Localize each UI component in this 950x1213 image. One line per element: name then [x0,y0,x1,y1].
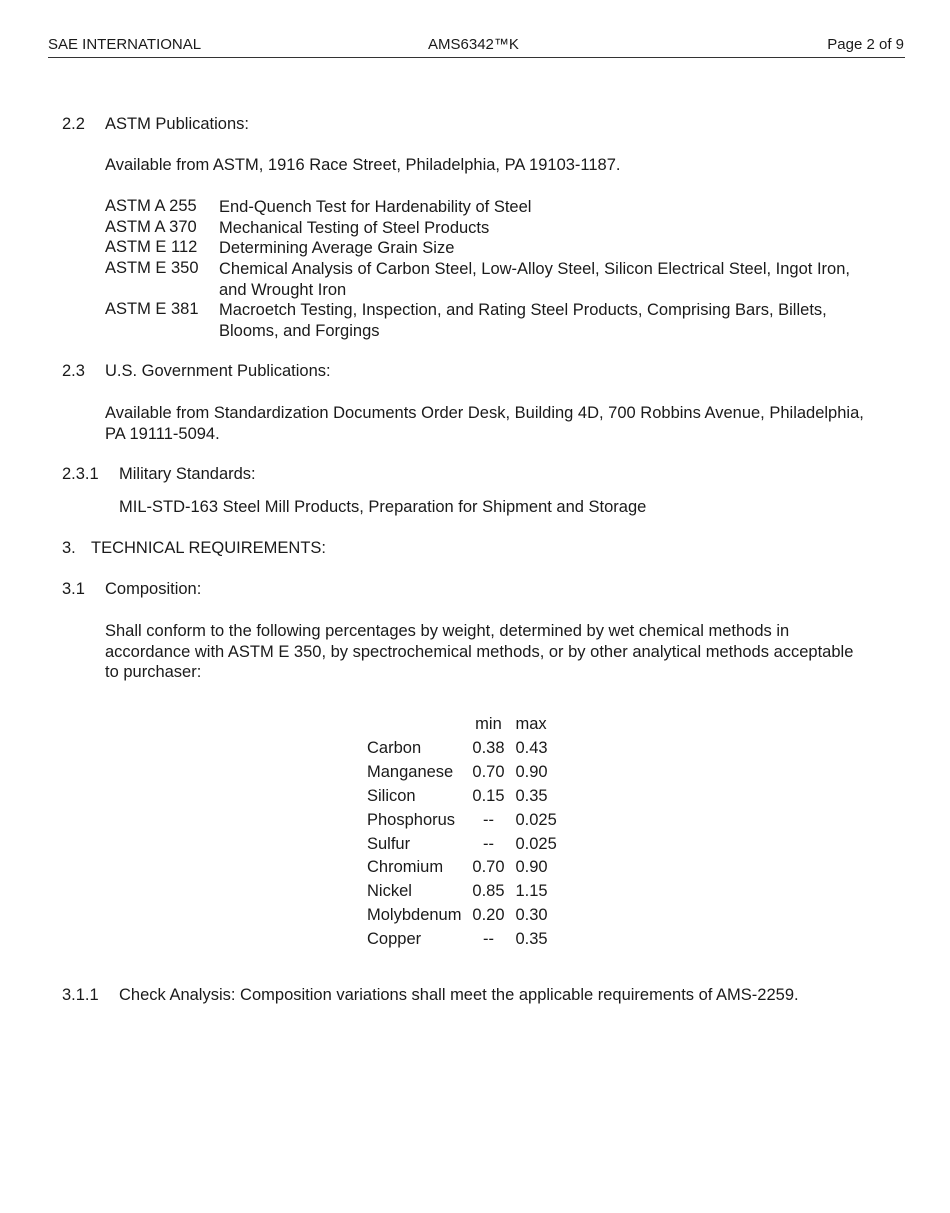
element-name: Phosphorus [367,810,456,829]
element-name: Carbon [367,739,422,758]
max-value: 0.35 [515,786,548,805]
max-value: 0.025 [515,834,557,853]
reference-title: Determining Average Grain Size [219,239,455,257]
min-column-header: min [475,714,502,733]
min-value: 0.38 [472,739,505,758]
section-3-title: TECHNICAL REQUIREMENTS: [91,539,326,557]
section-3-1-1-number: 3.1.1 [62,986,99,1004]
section-2-3-availability: Available from Standardization Documents Order Desk, Building 4D, 700 Robbins Avenue, Philadelphia, PA 19111-5094. [105,404,864,443]
reference-code: ASTM A 370 [105,218,197,236]
section-3-1-number: 3.1 [62,580,85,598]
min-value: 0.15 [472,786,505,805]
section-2-2-availability: Available from ASTM, 1916 Race Street, Philadelphia, PA 19103-1187. [105,156,621,174]
table-row [363,808,563,832]
section-2-2-number: 2.2 [62,115,85,133]
section-3-1-title: Composition: [105,580,202,598]
reference-title: Chemical Analysis of Carbon Steel, Low-Alloy Steel, Silicon Electrical Steel, Ingot Iron, and Wrought Iron [219,260,850,299]
max-value: 1.15 [515,882,548,901]
min-value: 0.70 [472,763,505,782]
reference-code: ASTM E 112 [105,238,198,256]
section-2-3-1-number: 2.3.1 [62,465,99,483]
max-value: 0.35 [515,929,548,948]
min-value: -- [482,834,494,853]
section-2-3-number: 2.3 [62,362,85,380]
composition-header-row [363,711,563,737]
element-name: Molybdenum [367,905,462,924]
element-name: Chromium [367,858,444,877]
header-page-number: Page 2 of 9 [827,36,904,53]
reference-code: ASTM E 350 [105,259,199,277]
table-row [363,880,563,904]
min-value: 0.70 [472,858,505,877]
header-org: SAE INTERNATIONAL [48,36,202,53]
section-3-1-1-text: Check Analysis: Composition variations shall meet the applicable requirements of AMS-2259. [119,986,799,1004]
reference-code: ASTM A 255 [105,197,197,215]
section-3-number: 3. [62,539,76,557]
element-name: Sulfur [367,834,411,853]
section-2-3-title: U.S. Government Publications: [105,362,331,380]
max-column-header: max [515,714,547,733]
table-row [363,832,563,856]
max-value: 0.025 [515,810,557,829]
element-column-header [363,711,465,737]
table-row [363,904,563,928]
composition-table [363,711,563,951]
min-value: 0.20 [472,905,505,924]
reference-code: ASTM E 381 [105,300,199,318]
header-rule [48,57,905,58]
section-2-3-1-title: Military Standards: [119,465,256,483]
max-value: 0.30 [515,905,548,924]
min-value: -- [482,929,494,948]
min-value: -- [482,810,494,829]
table-row [363,737,563,761]
table-row [363,785,563,809]
table-row [363,927,563,951]
table-row [363,856,563,880]
table-row [363,761,563,785]
min-value: 0.85 [472,882,505,901]
max-value: 0.90 [515,763,548,782]
element-name: Nickel [367,882,412,901]
max-value: 0.90 [515,858,548,877]
element-name: Manganese [367,763,454,782]
element-name: Copper [367,929,422,948]
reference-title: End-Quench Test for Hardenability of Steel [219,198,532,216]
section-2-2-title: ASTM Publications: [105,115,249,133]
header-doc-id: AMS6342™K [428,36,519,53]
section-3-1-body: Shall conform to the following percentages by weight, determined by wet chemical methods in accordance with ASTM E 350, by spectrochemical methods, or by other analytical methods acceptable to purchaser: [105,622,854,681]
military-standard-reference: MIL-STD-163 Steel Mill Products, Preparation for Shipment and Storage [119,498,647,516]
reference-title: Macroetch Testing, Inspection, and Rating Steel Products, Comprising Bars, Billets, Blooms, and Forgings [219,301,827,340]
element-name: Silicon [367,786,416,805]
reference-title: Mechanical Testing of Steel Products [219,219,490,237]
max-value: 0.43 [515,739,548,758]
